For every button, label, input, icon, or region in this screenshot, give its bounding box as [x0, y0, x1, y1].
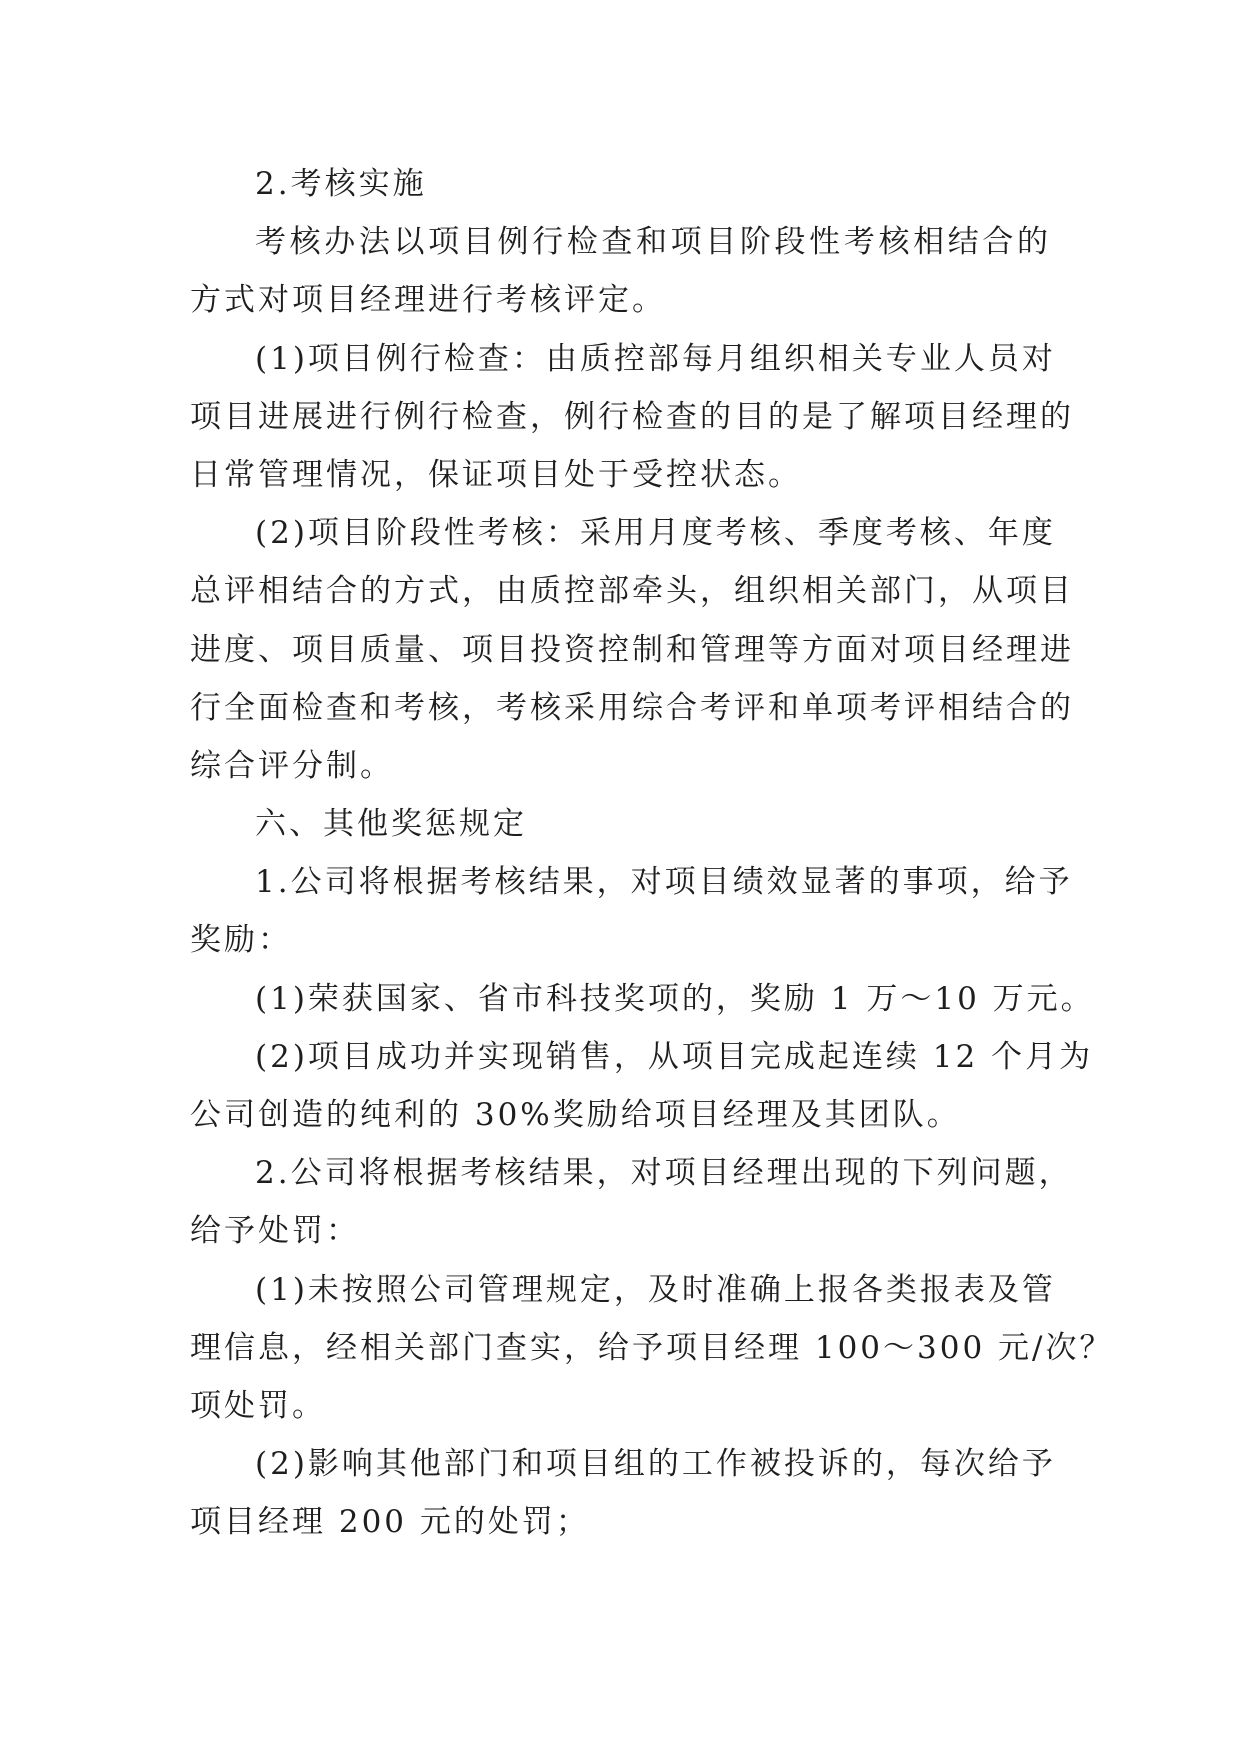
paragraph-line: 2.公司将根据考核结果，对项目经理出现的下列问题，	[255, 1155, 1073, 1192]
paragraph-line: 1.公司将根据考核结果，对项目绩效显著的事项，给予	[255, 864, 1073, 901]
paragraph-line: 给予处罚：	[190, 1213, 360, 1250]
paragraph-line: 项目进展进行例行检查，例行检查的目的是了解项目经理的	[190, 398, 1074, 435]
paragraph-penalties-intro	[190, 1144, 1073, 1260]
paragraph-line: 进度、项目质量、项目投资控制和管理等方面对项目经理进	[190, 631, 1074, 668]
paragraph-line: (2)项目阶段性考核：采用月度考核、季度考核、年度	[255, 515, 1056, 552]
paragraph-line: 日常管理情况，保证项目处于受控状态。	[190, 456, 802, 493]
paragraph-reward-item-1	[190, 970, 1095, 1028]
paragraph-line: 公司创造的纯利的 30%奖励给项目经理及其团队。	[190, 1097, 961, 1133]
paragraph-line: 奖励：	[190, 922, 292, 959]
paragraph-assessment-method	[190, 213, 1051, 329]
section-heading-other-rewards-penalties	[190, 795, 1051, 853]
paragraph-penalty-item-2	[190, 1435, 1056, 1551]
paragraph-line: (1)荣获国家、省市科技奖项的，奖励 1 万～10 万元。	[255, 980, 1095, 1017]
paragraph-line: 考核办法以项目例行检查和项目阶段性考核相结合的	[255, 224, 1051, 261]
paragraph-line: 综合评分制。	[190, 747, 394, 784]
heading-line: 2.考核实施	[255, 166, 427, 202]
paragraph-line: 总评相结合的方式，由质控部牵头，组织相关部门，从项目	[190, 573, 1074, 610]
paragraph-line: 项处罚。	[190, 1387, 326, 1424]
document-body	[190, 155, 1114, 1552]
paragraph-line: 方式对项目经理进行考核评定。	[190, 282, 666, 319]
paragraph-routine-inspection	[190, 330, 1074, 505]
paragraph-rewards-intro	[190, 853, 1073, 969]
paragraph-line: (1)项目例行检查：由质控部每月组织相关专业人员对	[255, 340, 1056, 377]
paragraph-line: 理信息，经相关部门查实，给予项目经理 100～300 元/次？	[190, 1329, 1114, 1366]
paragraph-line: (2)项目成功并实现销售，从项目完成起连续 12 个月为	[255, 1038, 1094, 1075]
paragraph-reward-item-2	[190, 1028, 1094, 1144]
paragraph-line: 项目经理 200 元的处罚；	[190, 1504, 590, 1541]
heading-line: 六、其他奖惩规定	[255, 806, 527, 843]
paragraph-line: (2)影响其他部门和项目组的工作被投诉的，每次给予	[255, 1446, 1056, 1483]
subsection-heading-assessment-implementation	[190, 155, 1051, 213]
paragraph-line: 行全面检查和考核，考核采用综合考评和单项考评相结合的	[190, 689, 1074, 726]
paragraph-line: (1)未按照公司管理规定，及时准确上报各类报表及管	[255, 1271, 1056, 1308]
paragraph-penalty-item-1	[190, 1261, 1114, 1436]
paragraph-phase-assessment	[190, 504, 1074, 795]
